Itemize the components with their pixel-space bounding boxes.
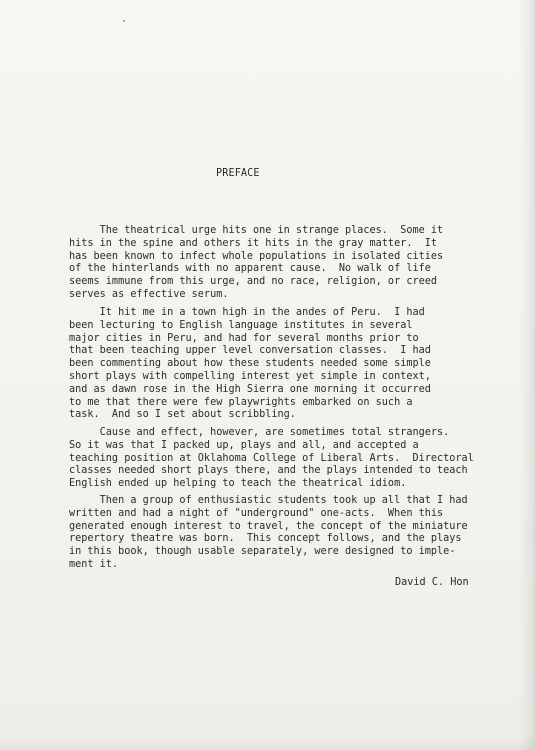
paragraph-3: Cause and effect, however, are sometimes total strangers. So it was that I packed up, plays and all, and accepted a teaching position at Oklahoma College of Liberal Arts. Directoral classes needed short plays there, and the plays intended to teach English ended up helping to teach the theatrical idiom. xyxy=(69,427,474,490)
page-edge-shadow xyxy=(519,0,535,750)
paragraph-2: It hit me in a town high in the andes of Peru. I had been lecturing to English language institutes in several major cities in Peru, and had for several months prior to that been teaching upper level conversation classes. I had been commenting about how these students needed some simple short plays with compelling interest yet simple in context, and as dawn rose in the High Sierra one morning it occurred to me that there were few playwrights embarked on such a task. And so I set about scribbling. xyxy=(69,307,431,421)
page-title: PREFACE xyxy=(216,168,260,179)
page-bottom-shadow xyxy=(0,736,535,750)
author-signature: David C. Hon xyxy=(395,577,469,588)
paragraph-4: Then a group of enthusiastic students took up all that I had written and had a night of "underground" one-acts. When this generated enough interest to travel, the concept of the miniature repertory theatre was born. This concept follows, and the plays in this book, though usable separately, were designed to imple- ment it. xyxy=(69,495,468,570)
stray-mark xyxy=(123,20,125,22)
paragraph-1: The theatrical urge hits one in strange places. Some it hits in the spine and others it hits in the gray matter. It has been known to infect whole populations in isolated cities of the hinterlands with no apparent cause. No walk of life seems immune from this urge, and no race, religion, or creed serves as effective serum. xyxy=(69,225,444,300)
